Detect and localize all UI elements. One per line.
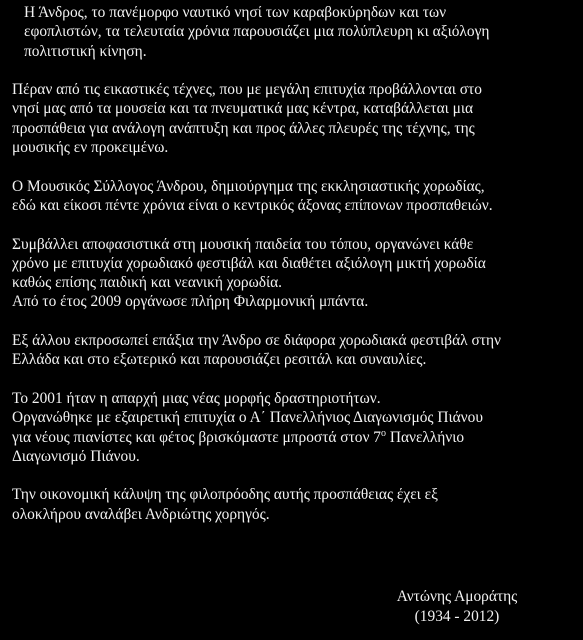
text-line-with-superscript: για νέους πιανίστες και φέτος βρισκόμαστε μπροστά στον $7^o$ Πανελλήνιο [12, 427, 465, 446]
text-line: εφοπλιστών, τα τελευταία χρόνια παρουσιάζει μια πολύπλευρη κι αξιόλογη [24, 23, 490, 41]
text-line: προσπάθεια για ανάλογη ανάπτυξη και προς άλλες πλευρές της τέχνης, της [12, 119, 475, 137]
text-line: Συμβάλλει αποφασιστικά στη μουσική παιδεία του τόπου, οργανώνει κάθε [12, 235, 474, 253]
paragraph-piano-competition [12, 389, 574, 466]
text-line: Ελλάδα και στο εξωτερικό και παρουσιάζει ρεσιτάλ και συναυλίες. [12, 351, 427, 369]
signature-years: (1934 - 2012) [414, 608, 500, 625]
paragraph-representation [12, 331, 574, 370]
text-line: χρόνο με επιτυχία χορωδιακό φεστιβάλ και διαθέτει αξιόλογη μικτή χορωδία [12, 254, 486, 272]
text-line: Διαγωνισμό Πιάνου. [12, 447, 140, 465]
paragraph-sponsor [12, 485, 574, 524]
text-line: Το 2001 ήταν η απαρχή μιας νέας μορφής δραστηριοτήτων. [12, 389, 381, 407]
paragraph-visual-arts [12, 80, 574, 157]
text-line: καθώς επίσης παιδική και νεανική χορωδία. [12, 274, 283, 292]
signature-name: Αντώνης Αμοράτης [396, 588, 518, 605]
document-body [12, 3, 574, 543]
text-line: μουσικής εν προκειμένω. [12, 139, 169, 157]
text-line: Η Άνδρος, το πανέμορφο ναυτικό νησί των καραβοκύρηδων και των [24, 4, 447, 21]
signature-block [372, 587, 542, 627]
text-line: Οργανώθηκε με εξαιρετική επιτυχία ο Α΄ Πανελλήνιος Διαγωνισμός Πιάνου [12, 409, 483, 427]
text-line: ολοκλήρου αναλάβει Ανδριώτης χορηγός. [12, 505, 270, 523]
text-line: Ο Μουσικός Σύλλογος Άνδρου, δημιούργημα της εκκλησιαστικής χορωδίας, [12, 177, 485, 195]
paragraph-contribution [12, 235, 574, 312]
text-line: εδώ και είκοσι πέντε χρόνια είναι ο κεντρικός άξονας επίπονων προσπαθειών. [12, 196, 493, 214]
text-line: πολιτιστική κίνηση. [24, 42, 147, 60]
paragraph-intro [12, 3, 574, 61]
paragraph-music-society [12, 177, 574, 216]
text-line: νησί μας από τα μουσεία και τα πνευματικά μας κέντρα, καταβάλλεται μια [12, 100, 474, 118]
text-line: Την οικονομική κάλυψη της φιλοπρόοδης αυτής προσπάθειας έχει εξ [12, 486, 438, 504]
text-line: Εξ άλλου εκπροσωπεί επάξια την Άνδρο σε διάφορα χορωδιακά φεστιβάλ στην [12, 332, 501, 350]
text-line: Πέραν από τις εικαστικές τέχνες, που με μεγάλη επιτυχία προβάλλονται στο [12, 81, 482, 99]
text-line: Από το έτος 2009 οργάνωσε πλήρη Φιλαρμονική μπάντα. [12, 293, 369, 311]
